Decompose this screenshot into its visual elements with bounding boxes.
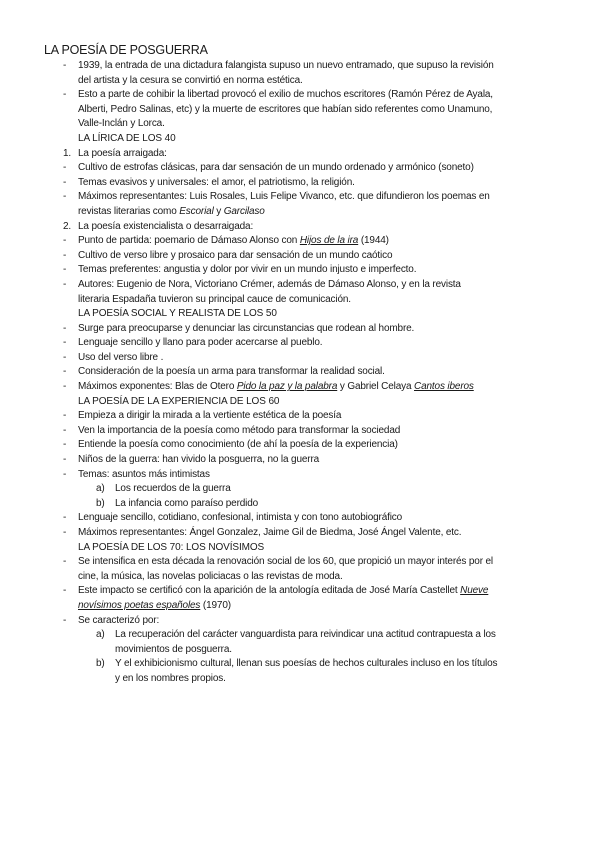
document-title: LA POESÍA DE POSGUERRA bbox=[44, 43, 208, 57]
section-heading-60: LA POESÍA DE LA EXPERIENCIA DE LOS 60 bbox=[78, 395, 280, 407]
list-item: - Punto de partida: poemario de Dámaso Alonso con Hijos de la ira (1944) bbox=[63, 235, 389, 247]
section-heading-50: LA POESÍA SOCIAL Y REALISTA DE LOS 50 bbox=[78, 308, 277, 320]
book-title: Nueve bbox=[460, 585, 489, 597]
list-item: - Uso del verso libre . bbox=[63, 351, 164, 363]
book-title: Cantos iberos bbox=[414, 381, 474, 393]
sub-item: b) La infancia como paraíso perdido bbox=[96, 497, 259, 509]
list-item: - Se intensifica en esta década la renovación social de los 60, que propició un mayor interés por el bbox=[63, 556, 494, 568]
document-body: - 1939, la entrada de una dictadura falangista supuso un nuevo entramado, que supuso la revisión del artista y la cesura se convirtió en norma estética. - Esto a parte de cohibir la libertad provocó el exilio de muchos escritores (Ramón Pérez de Ayala, Alberti, Pedro Salinas, etc) y la muerte de escritores que habían sido referentes como Unamuno, Valle-Inclán y Lorca. LA LÍRICA DE LOS 40 1. La poesía arraigada: - Cultivo de estrofas clásicas, para dar sensación de un mundo ordenado y armónico (soneto) - Temas evasivos y universales: el amor, el patriotismo, la religión. - Máximos representantes: Luis Rosales, Luis Felipe Vivanco, etc. que difundieron los poemas en revistas literarias como Escorial y Garcilaso 2. La poesía existencialista o desarraigada: - Punto de partida: poemario de Dámaso Alonso con Hijos de la ira (1944) - Cultivo de verso libre y prosaico para dar sensación de un mundo caótico - Temas preferentes: angustia y dolor por vivir en un mundo injusto e imperfecto. - Autores: Eugenio de Nora, Victoriano Crémer, además de Dámaso Alonso, y en la revista literaria Espadaña tuvieron su principal cauce de comunicación. LA POESÍA SOCIAL Y REALISTA DE LOS 50 - Surge para preocuparse y denunciar las circunstancias que rodean al hombre. - Lenguaje sencillo y llano para poder acercarse al pueblo. - Uso del verso libre . - Consideración de la poesía un arma para transformar la realidad social. - Máximos exponentes: Blas de Otero Pido la paz y la palabra y Gabriel Celaya Cantos iberos LA POESÍA DE LA EXPERIENCIA DE LOS 60 - Empieza a dirigir la mirada a la vertiente estética de la poesía - Ven la importancia de la poesía como método para transformar la sociedad - Entiende la poesía como conocimiento (de ahí la poesía de la experiencia) - Niños de la guerra: han vivido la posguerra, no la guerra - Temas: asuntos más intimistas a) Los recuerdos de la guerra b) La infancia como paraíso perdido - Lenguaje sencillo, cotidiano, confesional, intimista y con tono autobiográfico - Máximos representantes: Ángel Gonzalez, Jaime Gil de Biedma, José Ángel Valente, etc. LA POESÍA DE LOS 70: LOS NOVÍSIMOS - Se intensifica en esta década la renovación social de los 60, que propició un mayor interés por el cine, la música, las novelas policiacas o las revistas de moda. - Este impacto se certificó con la aparición de la antología editada de José María Castellet Nueve novísimos poetas españoles (1970) - Se caracterizó por: a) La recuperación del carácter vanguardista para reivindicar una actitud contrapuesta a los movimientos de posguerra. b) Y el exhibicionismo cultural, llenan sus poesías de hechos culturales incluso en los títulos y en los nombres propios. bbox=[0, 59, 600, 687]
list-item: - Lenguaje sencillo y llano para poder acercarse al pueblo. bbox=[63, 337, 323, 349]
bullet-dash: - bbox=[63, 60, 67, 71]
book-title: Pido la paz y la palabra bbox=[236, 381, 338, 393]
list-item: - Esto a parte de cohibir la libertad provocó el exilio de muchos escritores (Ramón Pérez de Ayala, bbox=[0, 88, 600, 103]
list-item: - Se caracterizó por: bbox=[63, 614, 160, 626]
section-heading-40: LA LÍRICA DE LOS 40 bbox=[78, 132, 176, 144]
list-item: - Cultivo de estrofas clásicas, para dar sensación de un mundo ordenado y armónico (soneto) bbox=[63, 162, 474, 174]
list-item: - Este impacto se certificó con la aparición de la antología editada de José María Castellet Nueve bbox=[63, 585, 489, 597]
numbered-item: 2. La poesía existencialista o desarraigada: bbox=[63, 220, 254, 232]
magazine-title: Escorial bbox=[179, 205, 214, 217]
sub-item: b) Y el exhibicionismo cultural, llenan sus poesías de hechos culturales incluso en los títulos bbox=[96, 658, 498, 670]
numbered-item: 1. La poesía arraigada: bbox=[63, 147, 167, 159]
list-item: - Consideración de la poesía un arma para transformar la realidad social. bbox=[63, 366, 385, 378]
list-item: - 1939, la entrada de una dictadura falangista supuso un nuevo entramado, que supuso la revisión bbox=[0, 59, 600, 74]
list-item: - Surge para preocuparse y denunciar las circunstancias que rodean al hombre. bbox=[63, 322, 415, 334]
list-item: - Cultivo de verso libre y prosaico para dar sensación de un mundo caótico bbox=[63, 249, 393, 261]
bullet-dash: - bbox=[63, 89, 67, 101]
list-item: - Temas evasivos y universales: el amor, el patriotismo, la religión. bbox=[63, 176, 355, 188]
list-item: - Entiende la poesía como conocimiento (de ahí la poesía de la experiencia) bbox=[63, 439, 398, 451]
magazine-title: Garcilaso bbox=[223, 205, 265, 217]
book-title: Hijos de la ira bbox=[299, 235, 359, 247]
list-item: - Ven la importancia de la poesía como método para transformar la sociedad bbox=[63, 424, 401, 436]
list-item: - Niños de la guerra: han vivido la posguerra, no la guerra bbox=[63, 454, 320, 466]
list-item: - Temas: asuntos más intimistas bbox=[63, 468, 210, 480]
list-item: - Empieza a dirigir la mirada a la vertiente estética de la poesía bbox=[63, 410, 342, 422]
section-heading-70: LA POESÍA DE LOS 70: LOS NOVÍSIMOS bbox=[78, 541, 265, 553]
sub-item: a) Los recuerdos de la guerra bbox=[96, 483, 231, 495]
book-title: novísimos poetas españoles bbox=[78, 599, 201, 611]
list-item: - Máximos exponentes: Blas de Otero Pido la paz y la palabra y Gabriel Celaya Cantos iberos bbox=[63, 381, 474, 393]
list-item: - Autores: Eugenio de Nora, Victoriano Crémer, además de Dámaso Alonso, y en la revista bbox=[63, 278, 461, 290]
list-item: - Máximos representantes: Luis Rosales, Luis Felipe Vivanco, etc. que difundieron los poemas en bbox=[63, 191, 490, 203]
sub-item: a) La recuperación del carácter vanguardista para reivindicar una actitud contrapuesta a los bbox=[96, 629, 496, 641]
list-item: - Máximos representantes: Ángel Gonzalez, Jaime Gil de Biedma, José Ángel Valente, etc. bbox=[63, 527, 462, 538]
list-item: - Temas preferentes: angustia y dolor por vivir en un mundo injusto e imperfecto. bbox=[63, 264, 417, 276]
list-item: - Lenguaje sencillo, cotidiano, confesional, intimista y con tono autobiográfico bbox=[63, 512, 403, 524]
